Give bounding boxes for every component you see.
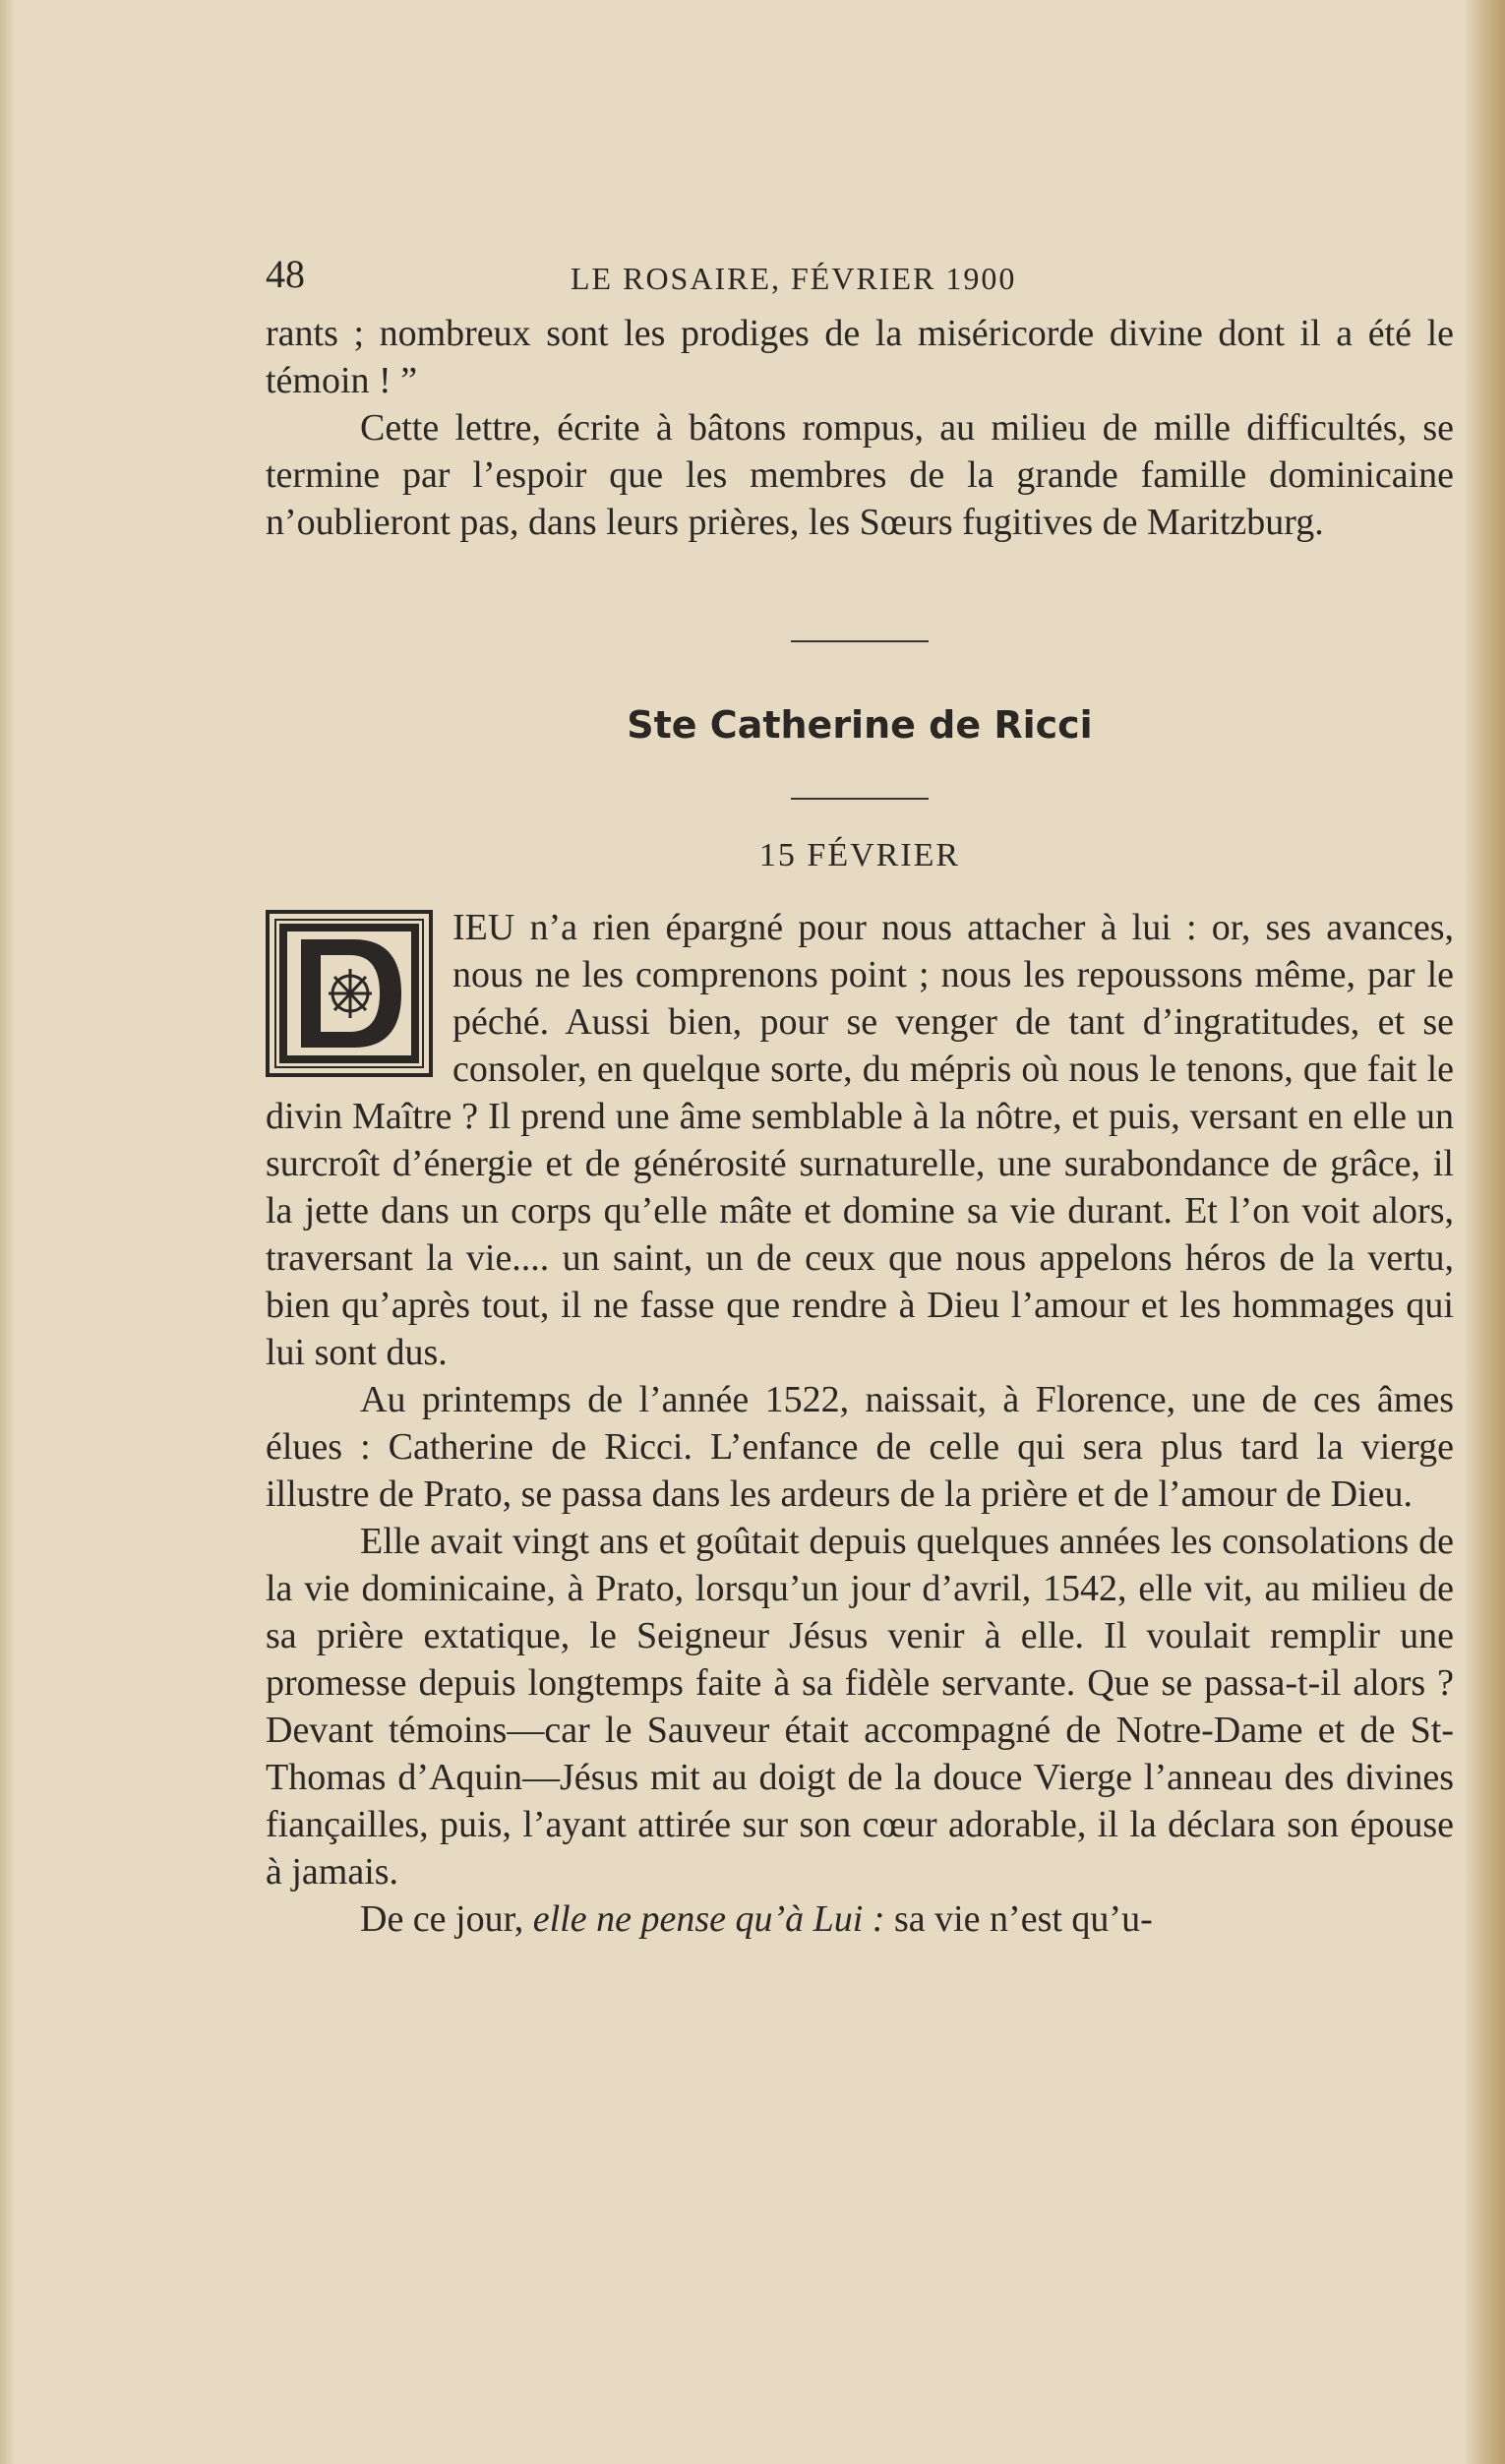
continuation-paragraph-2: Cette lettre, écrite à bâtons rompus, au milieu de mille difficultés, se termine par l’espoir que les membres de la grande famille dominicaine n’oublieront pas, dans leurs prières, les Sœurs fugitives de Maritzburg. — [266, 407, 1454, 543]
article-title: Ste Catherine de Ricci — [627, 703, 1093, 747]
continuation-paragraph-1: rants ; nombreux sont les prodiges de la miséricorde divine dont il a été le témoin ! ” — [266, 313, 1454, 401]
page-edge-left — [0, 0, 14, 2464]
page — [266, 251, 1454, 1943]
page-number: 48 — [266, 252, 305, 296]
paragraph-4-start: De ce jour, — [360, 1898, 524, 1940]
opening-paragraph — [266, 904, 1454, 1376]
running-head: LE ROSAIRE, FÉVRIER 1900 — [571, 261, 1017, 296]
opening-paragraph-text: IEU n’a rien épargné pour nous attacher à lui : or, ses avances, nous ne les comprenons point ; nous les repoussons même, par le péché. Aussi bien, pour se venger de tant d’ingratitudes, et se consoler, en quelque sorte, du mépris où nous le tenons, que fait le divin Maître ? Il prend une âme semblable à la nôtre, et puis, versant en elle un surcroît d’énergie et de générosité surnaturelle, une surabondance de grâce, il la jette dans un corps qu’elle mâte et domine sa vie durant. Et l’on voit alors, traversant la vie.... un saint, un de ceux que nous appelons héros de la vertu, bien qu’après tout, il ne fasse que rendre à Dieu l’amour et les hommages qui lui sont dus. — [266, 907, 1454, 1373]
page-header — [266, 251, 1454, 310]
article-paragraph-3: Elle avait vingt ans et goûtait depuis quelques années les consolations de la vie dominicaine, à Prato, lorsqu’un jour d’avril, 1542, elle vit, au milieu de sa prière extatique, le Seigneur Jésus venir à elle. Il voulait remplir une promesse depuis longtemps faite à sa fidèle servante. Que se passa-t-il alors ? Devant témoins—car le Sauveur était accompagné de Notre-Dame et de St-Thomas d’Aquin—Jésus mit au doigt de la douce Vierge l’anneau des divines fiançailles, puis, l’ayant attirée sur son cœur adorable, il la déclara son épouse à jamais. — [266, 1521, 1454, 1893]
article-date: 15 FÉVRIER — [758, 837, 961, 873]
paragraph-4-italic: elle ne pense qu’à Lui : — [532, 1898, 885, 1940]
dropcap-ornament-icon — [266, 910, 433, 1077]
paragraph-4-end: sa vie n’est qu’u- — [893, 1898, 1153, 1940]
page-edge-right — [1466, 0, 1505, 2464]
article-paragraph-4 — [266, 1895, 1454, 1943]
article-paragraph-2: Au printemps de l’année 1522, naissait, à Florence, une de ces âmes élues : Catherine de Ricci. L’enfance de celle qui sera plus tard la vierge illustre de Prato, se passa dans les ardeurs de la prière et de l’amour de Dieu. — [266, 1379, 1454, 1515]
ornamental-dropcap — [266, 910, 433, 1077]
